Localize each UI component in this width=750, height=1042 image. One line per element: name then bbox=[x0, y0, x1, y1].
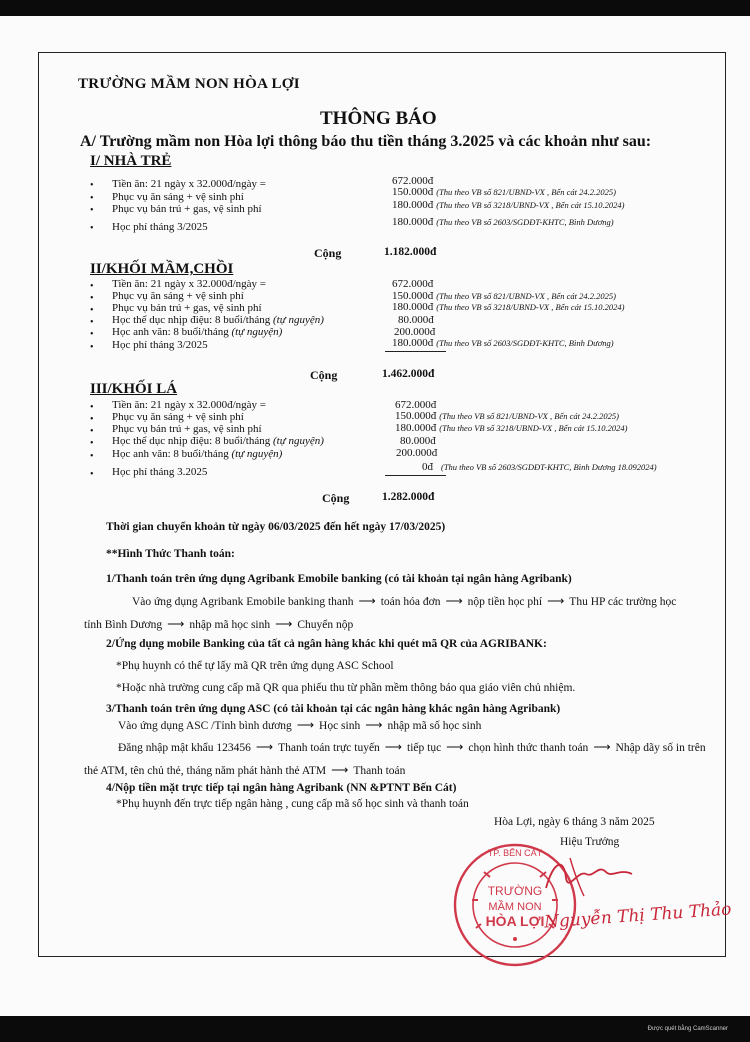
item-label: Học phí tháng 3/2025 bbox=[112, 221, 208, 233]
item-note: (Thu theo VB số 2603/SGDĐT-KHTC, Bình Dương) bbox=[436, 217, 614, 227]
method-4-title: 4/Nộp tiền mặt trực tiếp tại ngân hàng Agribank (NN &PTNT Bến Cát) bbox=[106, 782, 457, 794]
item-amount: 200.000đ bbox=[394, 326, 436, 338]
item-label: Học phí tháng 3/2025 bbox=[112, 339, 208, 351]
step: nhập mã học sinh bbox=[189, 619, 271, 631]
item-label: Phục vụ bán trú + gas, vệ sinh phí bbox=[112, 203, 262, 215]
item-amount: 180.000đ bbox=[392, 216, 434, 228]
item-amount: 180.000đ bbox=[392, 199, 434, 211]
item-amount: 150.000đ bbox=[392, 186, 434, 198]
item-amount: 672.000đ bbox=[392, 175, 434, 187]
item-note: (Thu theo VB số 3218/UBND-VX , Bến cát 15.10.2024) bbox=[436, 302, 625, 312]
item-label: Học phí tháng 3.2025 bbox=[112, 466, 208, 478]
item-label-note: (tự nguyện) bbox=[231, 448, 283, 460]
item-label: Phục vụ bán trú + gas, vệ sinh phí bbox=[112, 302, 262, 314]
arrow-right-icon: ⟶ bbox=[358, 594, 376, 608]
total-label: Cộng bbox=[310, 368, 338, 382]
item-label: Tiền ăn: 21 ngày x 32.000đ/ngày = bbox=[112, 399, 266, 411]
arrow-right-icon: ⟶ bbox=[446, 740, 464, 754]
item-label-note: (tự nguyện) bbox=[231, 326, 283, 338]
total-label: Cộng bbox=[322, 491, 350, 505]
scanner-footer-text: Được quét bằng CamScanner bbox=[647, 1026, 728, 1032]
item-label-note: (tự nguyện) bbox=[273, 314, 324, 326]
step: tiếp tục bbox=[407, 742, 442, 754]
bullet: • bbox=[90, 293, 94, 304]
step: thẻ ATM, tên chủ thẻ, tháng năm phát hành thẻ ATM bbox=[84, 765, 327, 777]
item-label: Tiền ăn: 21 ngày x 32.000đ/ngày = bbox=[112, 278, 266, 290]
stamp-line-1: TRƯỜNG bbox=[487, 884, 543, 898]
total-amount: 1.182.000đ bbox=[384, 246, 437, 258]
bullet: • bbox=[90, 305, 94, 316]
step: Đăng nhập mật khẩu 123456 bbox=[118, 742, 251, 754]
total-amount: 1.462.000đ bbox=[382, 368, 435, 380]
arrow-right-icon: ⟶ bbox=[593, 740, 611, 754]
item-note: (Thu theo VB số 2603/SGDĐT-KHTC, Bình Dương) bbox=[436, 338, 614, 348]
arrow-right-icon: ⟶ bbox=[331, 763, 349, 777]
step: nhập mã số học sinh bbox=[387, 720, 482, 732]
item-note: (Thu theo VB số 3218/UBND-VX , Bến cát 15.10.2024) bbox=[436, 200, 625, 210]
step: nộp tiền học phí bbox=[467, 596, 543, 608]
step: Vào ứng dụng ASC /Tỉnh bình dương bbox=[118, 720, 292, 732]
step: Vào ứng dụng Agribank Emobile banking thanh bbox=[132, 596, 354, 608]
bullet: • bbox=[90, 451, 94, 462]
section-heading-nha-tre: I/ NHÀ TRẺ bbox=[90, 153, 172, 169]
signature-name: Nguyễn Thị Thu Thảo bbox=[543, 899, 733, 933]
item-note: (Thu theo VB số 2603/SGDĐT-KHTC, Bình Dương 18.092024) bbox=[441, 462, 657, 472]
item-label: Phục vụ ăn sáng + vệ sinh phí bbox=[112, 411, 244, 423]
notice-intro: A/ Trường mầm non Hòa lợi thông báo thu tiền tháng 3.2025 và các khoản như sau: bbox=[80, 133, 652, 150]
arrow-right-icon: ⟶ bbox=[445, 594, 463, 608]
bullet: • bbox=[90, 180, 94, 191]
bullet: • bbox=[90, 193, 94, 204]
method-2-title: 2/Ứng dụng mobile Banking của tất cả ngân hàng khác khi quét mã QR của AGRIBANK: bbox=[106, 638, 547, 650]
step: Thanh toán bbox=[353, 765, 406, 777]
item-label: Phục vụ ăn sáng + vệ sinh phí bbox=[112, 290, 244, 302]
sum-rule bbox=[385, 475, 446, 476]
stamp-ring-text: TP. BẾN CÁT bbox=[487, 848, 543, 858]
arrow-right-icon: ⟶ bbox=[384, 740, 402, 754]
bullet: • bbox=[90, 426, 94, 437]
method-1-title: 1/Thanh toán trên ứng dụng Agribank Emobile banking (có tài khoản tại ngân hàng Agribank) bbox=[106, 573, 572, 585]
item-label: Phục vụ ăn sáng + vệ sinh phí bbox=[112, 191, 244, 203]
item-amount: 150.000đ bbox=[395, 410, 437, 422]
bullet: • bbox=[90, 281, 94, 292]
item-amount: 200.000đ bbox=[396, 447, 438, 459]
method-2-line-1: *Phụ huynh có thể tự lấy mã QR trên ứng dụng ASC School bbox=[116, 660, 394, 672]
arrow-right-icon: ⟶ bbox=[296, 718, 315, 732]
step: chọn hình thức thanh toán bbox=[468, 742, 589, 754]
item-amount: 80.000đ bbox=[400, 435, 436, 447]
item-label: Học thể dục nhịp điệu: 8 buổi/tháng bbox=[112, 314, 271, 326]
item-amount: 0đ bbox=[422, 461, 433, 473]
item-label: Phục vụ bán trú + gas, vệ sinh phí bbox=[112, 423, 262, 435]
stamp-line-2: MẦM NON bbox=[488, 901, 542, 913]
item-label: Tiền ăn: 21 ngày x 32.000đ/ngày = bbox=[112, 178, 266, 190]
step: toán hóa đơn bbox=[380, 596, 441, 608]
notice-title: THÔNG BÁO bbox=[320, 108, 437, 129]
method-4-line-1: *Phụ huynh đến trực tiếp ngân hàng , cung cấp mã số học sinh và thanh toán bbox=[116, 798, 469, 810]
bullet: • bbox=[90, 205, 94, 216]
school-name: TRƯỜNG MẦM NON HÒA LỢI bbox=[78, 76, 300, 92]
item-amount: 672.000đ bbox=[395, 399, 437, 411]
item-amount: 180.000đ bbox=[392, 301, 434, 313]
step: tỉnh Bình Dương bbox=[84, 619, 163, 631]
arrow-right-icon: ⟶ bbox=[255, 740, 274, 754]
payment-heading: **Hình Thức Thanh toán: bbox=[106, 548, 235, 560]
step: Chuyển nộp bbox=[297, 619, 354, 631]
bullet: • bbox=[90, 329, 94, 340]
bullet: • bbox=[90, 469, 94, 480]
section-heading-mam-choi: II/KHỐI MẦM,CHỒI bbox=[90, 261, 234, 277]
section-heading-khoi-la: III/KHỐI LÁ bbox=[90, 381, 178, 397]
step: Thanh toán trực tuyến bbox=[278, 742, 380, 754]
item-amount: 150.000đ bbox=[392, 290, 434, 302]
item-label: Học anh văn: 8 buổi/tháng bbox=[112, 448, 229, 460]
step: Thu HP các trường học bbox=[569, 596, 677, 608]
arrow-right-icon: ⟶ bbox=[547, 594, 565, 608]
item-note: (Thu theo VB số 821/UBND-VX , Bến cát 24.2.2025) bbox=[436, 187, 616, 197]
sum-rule bbox=[385, 351, 446, 352]
item-note: (Thu theo VB số 821/UBND-VX , Bến cát 24.2.2025) bbox=[436, 291, 616, 301]
bullet: • bbox=[90, 317, 94, 328]
total-label: Cộng bbox=[314, 246, 342, 260]
arrow-right-icon: ⟶ bbox=[365, 718, 383, 732]
bullet: • bbox=[90, 342, 94, 353]
step: Nhập dãy số in trên bbox=[615, 742, 706, 754]
method-2-line-2: *Hoặc nhà trường cung cấp mã QR qua phiếu thu từ phần mềm thông báo qua giáo viên chủ nhiệm. bbox=[116, 682, 576, 694]
date-line: Hòa Lợi, ngày 6 tháng 3 năm 2025 bbox=[494, 816, 655, 828]
arrow-right-icon: ⟶ bbox=[275, 617, 293, 631]
item-amount: 672.000đ bbox=[392, 278, 434, 290]
item-label: Học anh văn: 8 buổi/tháng bbox=[112, 326, 229, 338]
step: Học sinh bbox=[319, 720, 361, 732]
stamp-line-3: HÒA LỢI bbox=[485, 913, 545, 929]
item-amount: 180.000đ bbox=[392, 337, 434, 349]
item-note: (Thu theo VB số 3218/UBND-VX , Bến cát 15.10.2024) bbox=[439, 423, 628, 433]
bullet: • bbox=[90, 223, 94, 234]
method-3-title: 3/Thanh toán trên ứng dụng ASC (có tài khoản tại các ngân hàng khác ngân hàng Agribank) bbox=[106, 703, 561, 715]
item-label-note: (tự nguyện) bbox=[273, 435, 324, 447]
item-amount: 80.000đ bbox=[398, 314, 434, 326]
total-amount: 1.282.000đ bbox=[382, 491, 435, 503]
signer-title: Hiệu Trưởng bbox=[560, 836, 620, 848]
item-label: Học thể dục nhịp điệu: 8 buổi/tháng bbox=[112, 435, 271, 447]
item-amount: 180.000đ bbox=[395, 422, 437, 434]
scanner-footer-bar bbox=[0, 1016, 750, 1042]
item-note: (Thu theo VB số 821/UBND-VX , Bến cát 24.2.2025) bbox=[439, 411, 619, 421]
signature-scribble bbox=[540, 852, 640, 902]
bullet: • bbox=[90, 438, 94, 449]
bullet: • bbox=[90, 402, 94, 413]
bullet: • bbox=[90, 414, 94, 425]
arrow-right-icon: ⟶ bbox=[167, 617, 185, 631]
transfer-period: Thời gian chuyển khoản từ ngày 06/03/2025 đến hết ngày 17/03/2025) bbox=[106, 521, 446, 533]
